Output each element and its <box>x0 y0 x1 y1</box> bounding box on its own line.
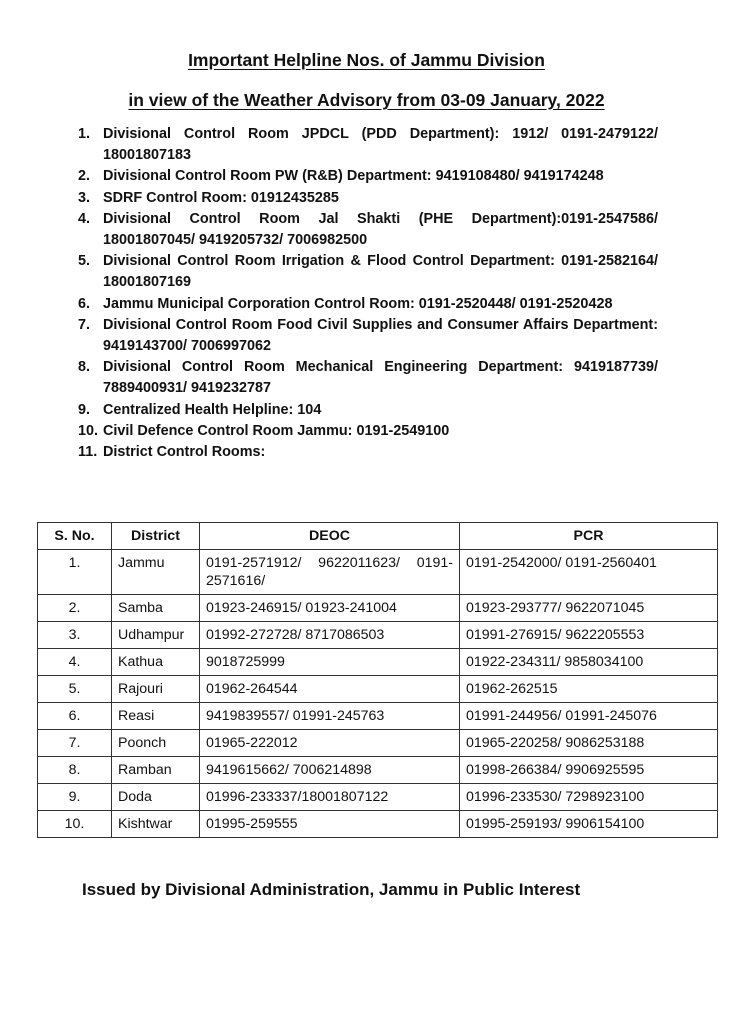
helpline-number: 11. <box>78 444 98 461</box>
helpline-number: 3. <box>78 189 91 206</box>
cell-pcr: 01995-259193/ 9906154100 <box>460 811 718 838</box>
helpline-number: 2. <box>78 168 91 185</box>
table-row <box>38 622 718 649</box>
cell-district: Udhampur <box>112 622 200 649</box>
cell-deoc: 01962-264544 <box>200 676 460 703</box>
cell-pcr: 01998-266384/ 9906925595 <box>460 757 718 784</box>
helpline-list <box>78 124 658 463</box>
cell-district: Kathua <box>112 649 200 676</box>
table-row <box>38 595 718 622</box>
table-row <box>38 784 718 811</box>
document-title: Important Helpline Nos. of Jammu Division <box>188 50 545 70</box>
helpline-text: Divisional Control Room PW (R&B) Department: 9419108480/ 9419174248 <box>103 168 604 185</box>
cell-district: Kishtwar <box>112 811 200 838</box>
column-header-deoc: DEOC <box>200 523 460 550</box>
helpline-item <box>78 188 658 209</box>
cell-deoc: 01923-246915/ 01923-241004 <box>200 595 460 622</box>
helpline-text: Divisional Control Room Irrigation & Flood Control Department: 0191-2582164/ 18001807169 <box>103 253 658 291</box>
cell-deoc: 9018725999 <box>200 649 460 676</box>
issued-by-footer: Issued by Divisional Administration, Jammu in Public Interest <box>82 880 581 899</box>
helpline-item <box>78 124 658 166</box>
cell-sno: 7. <box>38 730 112 757</box>
helpline-text: Divisional Control Room Jal Shakti (PHE Department):0191-2547586/ 18001807045/ 9419205732/ 7006982500 <box>103 210 658 249</box>
helpline-text: Divisional Control Room Food Civil Supplies and Consumer Affairs Department: 9419143700/ 7006997062 <box>103 316 658 355</box>
helpline-text: District Control Rooms: <box>103 444 266 461</box>
table-row <box>38 676 718 703</box>
cell-district: Poonch <box>112 730 200 757</box>
cell-sno: 10. <box>38 811 112 838</box>
cell-pcr: 01991-276915/ 9622205553 <box>460 622 718 649</box>
helpline-item <box>78 400 658 421</box>
cell-district: Ramban <box>112 757 200 784</box>
cell-deoc: 01992-272728/ 8717086503 <box>200 622 460 649</box>
cell-sno: 5. <box>38 676 112 703</box>
column-header-sno: S. No. <box>38 523 112 550</box>
helpline-number: 1. <box>78 126 91 142</box>
helpline-number: 6. <box>78 295 91 312</box>
table-row <box>38 811 718 838</box>
helpline-text: Centralized Health Helpline: 104 <box>103 401 322 418</box>
cell-sno: 3. <box>38 622 112 649</box>
table-row <box>38 730 718 757</box>
cell-deoc: 9419615662/ 7006214898 <box>200 757 460 784</box>
cell-sno: 4. <box>38 649 112 676</box>
helpline-number: 8. <box>78 359 91 376</box>
helpline-number: 7. <box>78 316 91 333</box>
helpline-item <box>78 294 658 315</box>
helpline-text: Civil Defence Control Room Jammu: 0191-2549100 <box>103 422 450 439</box>
cell-deoc: 9419839557/ 01991-245763 <box>200 703 460 730</box>
document-subtitle: in view of the Weather Advisory from 03-09 January, 2022 <box>128 90 605 110</box>
cell-sno: 9. <box>38 784 112 811</box>
helpline-text: Divisional Control Room JPDCL (PDD Department): 1912/ 0191-2479122/ 18001807183 <box>103 126 658 164</box>
helpline-number: 5. <box>78 253 91 270</box>
cell-sno: 2. <box>38 595 112 622</box>
cell-pcr: 0191-2542000/ 0191-2560401 <box>460 550 718 595</box>
helpline-item <box>78 209 658 251</box>
cell-deoc: 01965-222012 <box>200 730 460 757</box>
cell-pcr: 01923-293777/ 9622071045 <box>460 595 718 622</box>
cell-sno: 6. <box>38 703 112 730</box>
cell-deoc: 0191-2571912/ 9622011623/ 0191-2571616/ <box>200 550 460 595</box>
cell-district: Doda <box>112 784 200 811</box>
table-row <box>38 649 718 676</box>
cell-district: Reasi <box>112 703 200 730</box>
cell-deoc: 01995-259555 <box>200 811 460 838</box>
cell-pcr: 01962-262515 <box>460 676 718 703</box>
column-header-pcr: PCR <box>460 523 718 550</box>
helpline-number: 4. <box>78 210 91 227</box>
district-control-rooms-table <box>37 522 718 838</box>
table-row <box>38 550 718 595</box>
cell-sno: 8. <box>38 757 112 784</box>
column-header-district: District <box>112 523 200 550</box>
cell-district: Samba <box>112 595 200 622</box>
cell-pcr: 01991-244956/ 01991-245076 <box>460 703 718 730</box>
helpline-item <box>78 442 658 463</box>
helpline-number: 9. <box>78 401 91 418</box>
helpline-number: 10. <box>78 422 99 439</box>
table-row <box>38 703 718 730</box>
table-row <box>38 757 718 784</box>
helpline-item <box>78 166 658 187</box>
cell-district: Jammu <box>112 550 200 595</box>
helpline-item <box>78 251 658 293</box>
helpline-text: Divisional Control Room Mechanical Engineering Department: 9419187739/ 7889400931/ 9419232787 <box>103 359 658 397</box>
helpline-item <box>78 421 658 442</box>
cell-deoc: 01996-233337/18001807122 <box>200 784 460 811</box>
cell-pcr: 01965-220258/ 9086253188 <box>460 730 718 757</box>
cell-district: Rajouri <box>112 676 200 703</box>
helpline-text: Jammu Municipal Corporation Control Room: 0191-2520448/ 0191-2520428 <box>103 295 613 312</box>
helpline-item <box>78 315 658 357</box>
helpline-item <box>78 357 658 399</box>
cell-pcr: 01922-234311/ 9858034100 <box>460 649 718 676</box>
helpline-text: SDRF Control Room: 01912435285 <box>103 189 339 206</box>
cell-pcr: 01996-233530/ 7298923100 <box>460 784 718 811</box>
cell-sno: 1. <box>38 550 112 595</box>
table-header-row <box>38 523 718 550</box>
